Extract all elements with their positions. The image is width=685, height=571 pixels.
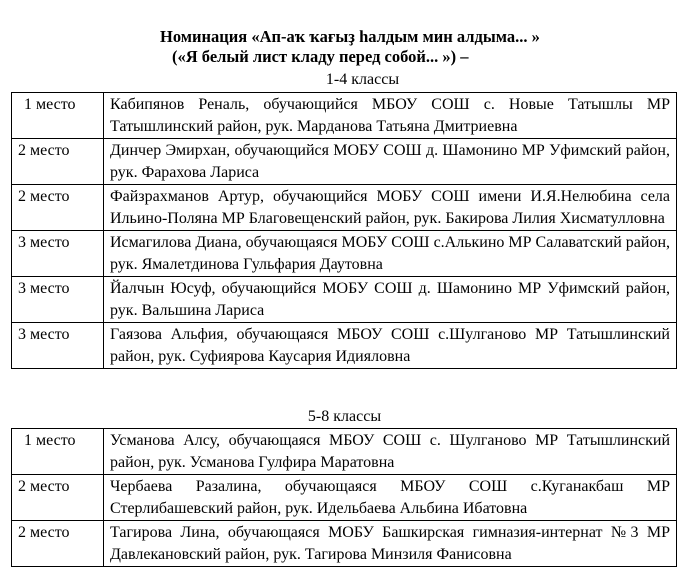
place-cell: 3 место: [12, 231, 104, 277]
table-row: [12, 93, 677, 139]
place-cell: 2 место: [12, 185, 104, 231]
results-table-5-8: [11, 428, 677, 567]
group-1-title: 1-4 классы: [325, 71, 400, 88]
participant-cell: Кабипянов Реналь, обучающийся МБОУ СОШ с. Новые Татышлы МР Татышлинский район, рук. Марданова Татьяна Дмитриевна: [104, 93, 677, 139]
participant-cell: Йалчын Юсуф, обучающийся МОБУ СОШ д. Шамонино МР Уфимский район, рук. Вальшина Лариса: [104, 277, 677, 323]
place-cell: 2 место: [12, 475, 104, 521]
participant-cell: Чербаева Разалина, обучающаяся МБОУ СОШ с.Куганакбаш МР Стерлибашевский район, рук. Идельбаева Альбина Ибатовна: [104, 475, 677, 521]
table-row: [12, 475, 677, 521]
place-cell: 1 место: [12, 429, 104, 475]
table-row: [12, 429, 677, 475]
table-row: [12, 139, 677, 185]
group-2-title: 5-8 классы: [307, 408, 382, 425]
participant-cell: Файзрахманов Артур, обучающийся МОБУ СОШ имени И.Я.Нелюбина села Ильино-Поляна МР Благовещенский район, рук. Бакирова Лилия Хисматулловна: [104, 185, 677, 231]
place-cell: 3 место: [12, 277, 104, 323]
place-cell: 1 место: [12, 93, 104, 139]
participant-cell: Усманова Алсу, обучающаяся МБОУ СОШ с. Шулганово МР Татышлинский район, рук. Усманова Гулфира Маратовна: [104, 429, 677, 475]
results-table-1-4: [11, 92, 677, 369]
place-cell: 3 место: [12, 323, 104, 369]
table-row: [12, 323, 677, 369]
participant-cell: Гаязова Альфия, обучающаяся МБОУ СОШ с.Шулганово МР Татышлинский район, рук. Суфиярова Каусария Идияловна: [104, 323, 677, 369]
nomination-subtitle: («Я белый лист кладу перед собой... ») –: [172, 47, 469, 66]
participant-cell: Тагирова Лина, обучающаяся МОБУ Башкирская гимназия-интернат №3 МР Давлекановский район, рук. Тагирова Минзиля Фанисовна: [104, 521, 677, 567]
table-row: [12, 277, 677, 323]
table-row: [12, 231, 677, 277]
participant-cell: Исмагилова Диана, обучающаяся МОБУ СОШ с.Алькино МР Салаватский район, рук. Ямалетдинова Гульфария Даутовна: [104, 231, 677, 277]
place-cell: 2 место: [12, 521, 104, 567]
place-cell: 2 место: [12, 139, 104, 185]
table-row: [12, 521, 677, 567]
nomination-title: Номинация «Ап-аҡ ҡағыҙ һалдым мин алдыма... »: [160, 27, 540, 46]
table-row: [12, 185, 677, 231]
participant-cell: Динчер Эмирхан, обучающийся МОБУ СОШ д. Шамонино МР Уфимский район, рук. Фарахова Лариса: [104, 139, 677, 185]
